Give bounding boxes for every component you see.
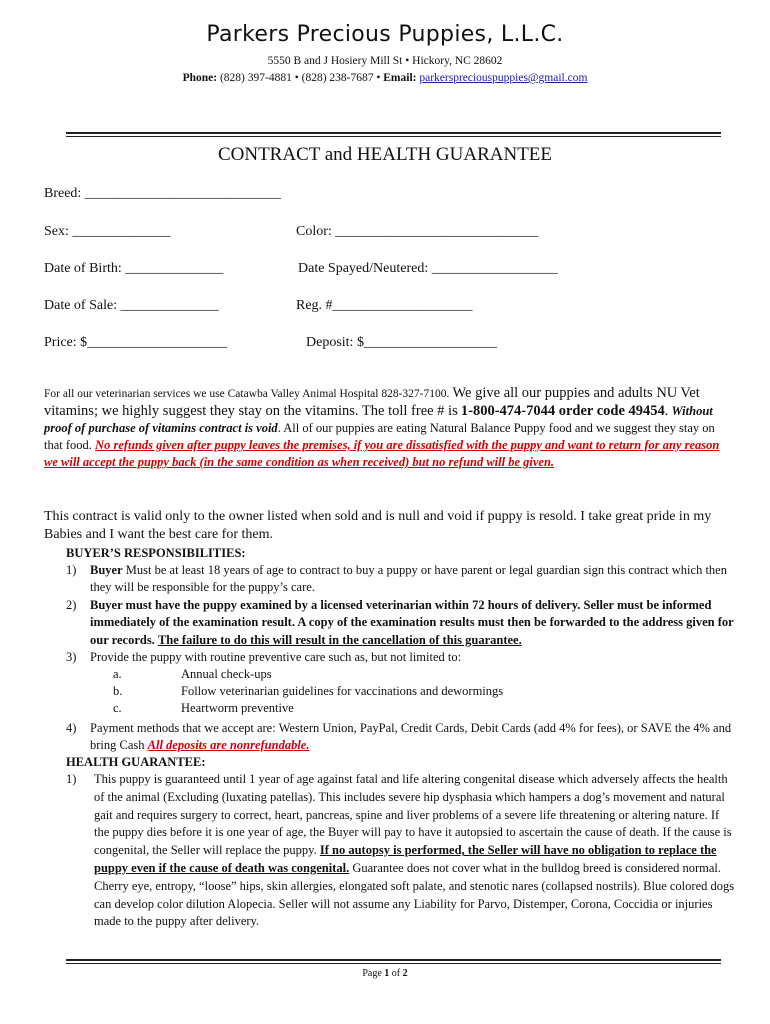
sub-letter-a: a. [113,667,122,681]
page-word: Page [362,968,382,979]
order-code: 1-800-474-7044 order code 49454 [460,403,665,419]
email-link[interactable]: parkerspreciouspuppies@gmail.com [419,72,588,84]
no-refunds-text: No refunds given after puppy leaves the premises, if you are dissatisfied with the puppy and want to return for any reason we will accept the puppy back (in the same condition as when received) but no refund will be given. [44,438,720,469]
color-field[interactable]: Color: _____________________________ [296,224,539,239]
header-divider [66,132,721,134]
item-number: 1) [66,772,77,786]
contact-line [0,72,770,84]
vitamins-text: We give all our puppies and adults NU [452,385,678,401]
buyer-item-4 [66,720,736,755]
validity-paragraph: This contract is valid only to the owner listed when sold and is null and void if puppy is resold. I take great pride in my Babies and I want the best care for them. [44,509,712,542]
item-number: 2) [66,598,77,612]
document-title: CONTRACT and HEALTH GUARANTEE [217,144,553,165]
buyer-bold: Buyer [90,563,123,577]
page-current: 1 [384,968,390,979]
vitamins-text-2: Vet vitamins; we highly suggest they stay on the vitamins. The toll free # is [44,385,700,419]
payment-methods-text: Payment methods that we accept are: Western Union, PayPal, Credit Cards, Debit Cards (add 4% for fees), or SAVE the 4% and bring Cash [90,721,732,753]
health-heading: HEALTH GUARANTEE: [66,755,206,769]
sex-field[interactable]: Sex: ______________ [44,224,171,239]
phone-label: Phone: [182,72,218,84]
registration-field[interactable]: Reg. #____________________ [296,298,473,313]
header-divider-thin [66,136,721,137]
vet-paragraph [44,385,734,471]
vet-hospital-text: For all our veterinarian services we use Catawba Valley Animal Hospital 828-327-7100. [44,388,450,400]
item-number: 1) [66,563,77,577]
sale-date-field[interactable]: Date of Sale: ______________ [44,298,219,313]
buyer-item-3 [66,649,736,666]
guarantee-text: This puppy is guaranteed until 1 year of age against fatal and life altering congenital disease which adversely affects the health of the animal (Excluding (luxating patellas). This includes severe hip dysphasia which hampers a dog’s movement and natural gait and requires surgery to correct, heart, pancreas, spine and liver problems of a severe life threatening or altering nature. If the puppy dies before it is one year of age, the Buyer will pay to have it autopsied to ascertain the cause of death. If the cause is congenital, the Seller will replace the puppy. [94,772,732,858]
sub-item-c: Heartworm preventive [181,701,294,715]
buyer-item-3-text: Provide the puppy with routine preventive care such as, but not limited to: [90,650,462,664]
footer-divider [66,959,721,961]
buyer-item-2 [66,597,736,649]
nonrefundable-text: All deposits are nonrefundable. [147,738,310,753]
breed-field[interactable]: Breed: ____________________________ [44,186,281,201]
buyer-heading: BUYER’S RESPONSIBILITIES: [66,546,246,560]
exclusions-text: Guarantee does not cover what in the bulldog breed is considered normal. Cherry eye, entropy, “loose” hips, skin allergies, elongated soft palate, and stenotic nares (collapsed nostrils). Blue colored dogs can develop color dilution Alopecia. Seller will not assume any Liability for Parvo, Distemper, Corona, Coccidia or injuries made to the puppy after delivery. [94,860,735,929]
buyer-item-2-text: Buyer must have the puppy examined by a licensed veterinarian within 72 hours of delivery. Seller must be informed immediately of the examination result. A copy of the examination results must then be forwarded to the address given for our records. [90,598,734,647]
price-field[interactable]: Price: $____________________ [44,335,228,350]
company-address: 5550 B and J Hosiery Mill St • Hickory, NC 28602 [267,55,503,67]
sub-item-b: Follow veterinarian guidelines for vaccinations and dewormings [181,684,504,698]
item-number: 3) [66,650,77,664]
proof-of-purchase-text: Without proof of purchase of vitamins contract is void [44,404,713,435]
email-label: Email: [383,72,417,84]
of-word: of [391,968,401,979]
health-item-1 [66,771,736,931]
spayed-field[interactable]: Date Spayed/Neutered: __________________ [298,261,558,276]
period: . [664,403,669,419]
footer-divider-thin [66,963,721,964]
food-text: . All of our puppies are eating Natural Balance Puppy food and we suggest they stay on that food. [44,421,715,452]
buyer-item-1-text: Must be at least 18 years of age to contract to buy a puppy or have parent or legal guardian sign this contract which then they will be responsible for the puppy’s care. [90,563,727,595]
page-number [0,968,770,979]
page-total: 2 [402,968,408,979]
company-name: Parkers Precious Puppies, L.L.C. [206,22,564,47]
buyer-item-1 [66,562,736,597]
sub-letter-b: b. [113,684,123,698]
cancellation-warning: The failure to do this will result in the cancellation of this guarantee. [157,632,522,647]
autopsy-warning: If no autopsy is performed, the Seller will have no obligation to replace the puppy even if the cause of death was congenital. [94,843,717,875]
phone-numbers: (828) 397-4881 • (828) 238-7687 • [219,72,381,84]
deposit-field[interactable]: Deposit: $___________________ [306,335,497,350]
dob-field[interactable]: Date of Birth: ______________ [44,261,224,276]
sub-item-a: Annual check-ups [181,667,272,681]
item-number: 4) [66,721,77,735]
sub-letter-c: c. [113,701,122,715]
